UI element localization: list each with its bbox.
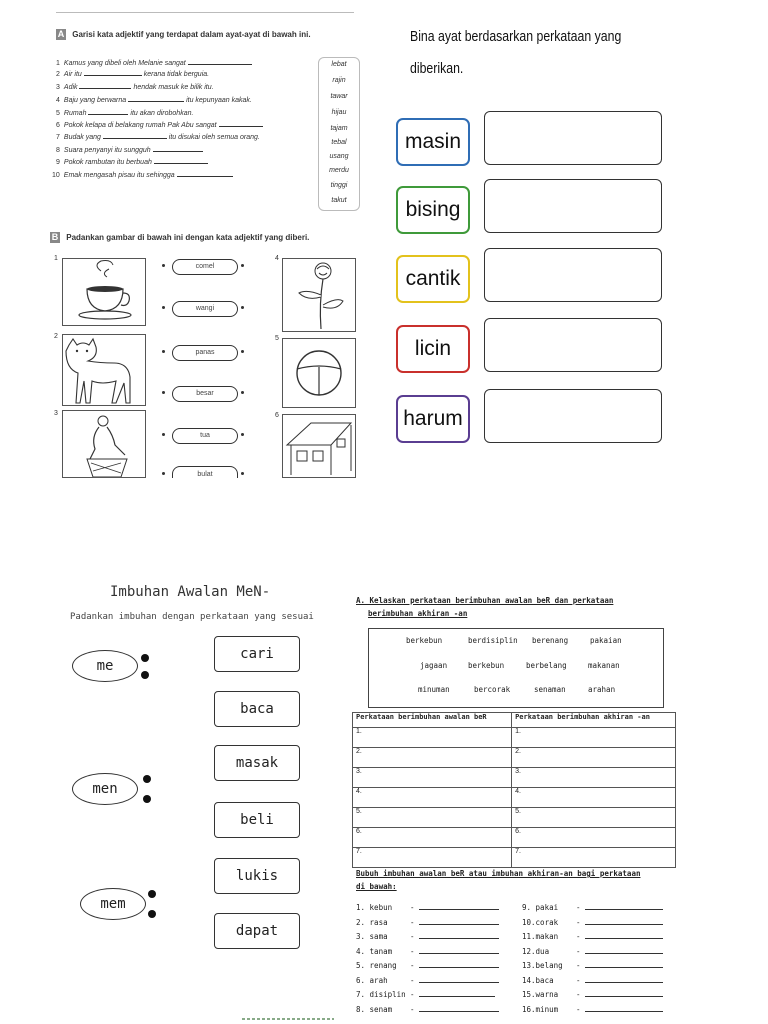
table-row[interactable]: 6. 6. [353, 828, 676, 848]
classification-table [352, 712, 676, 868]
question-item: 1. kebun - [356, 903, 499, 912]
footer-mark [242, 1018, 334, 1020]
match-dot-left[interactable] [162, 472, 165, 475]
section-a-letter: A [57, 29, 65, 39]
sentence-9: 9 Pokok rambutan itu berbuah [56, 159, 208, 166]
word-bank-item: berenang [532, 636, 569, 645]
root-word-beli[interactable]: beli [214, 802, 300, 838]
word-list-item: tebal [331, 139, 347, 146]
question-item: 2. rasa - [356, 918, 499, 927]
table-row[interactable]: 7. 7. [353, 848, 676, 868]
table-row[interactable]: 1. 1. [353, 728, 676, 748]
imbuhan-title: Imbuhan Awalan MeN- [110, 584, 271, 600]
sentence-10: 10 Emak mengasah pisau itu sehingga [52, 172, 233, 179]
section-a-heading-2: berimbuhan akhiran -an [368, 609, 468, 618]
word-list-item: usang [329, 153, 349, 160]
root-word-masak[interactable]: masak [214, 745, 300, 781]
adjective-pill-besar[interactable]: besar [172, 386, 238, 402]
adjective-pill-wangi[interactable]: wangi [172, 301, 238, 317]
picture-coffee-cup [62, 258, 146, 326]
question-item: 8. senam - [356, 1005, 499, 1014]
word-list-item: tawar [330, 93, 348, 100]
adjective-pill-panas[interactable]: panas [172, 345, 238, 361]
sentence-4: 4 Baju yang berwarna itu kepunyaan kakak. [56, 97, 252, 104]
sentence-8: 8 Suara penyanyi itu sungguh [56, 147, 203, 154]
prefix-oval-mem: mem [80, 888, 146, 920]
table-row[interactable]: 3. 3. [353, 768, 676, 788]
section-b-heading-2: di bawah: [356, 882, 397, 891]
word-box-bising: bising [396, 186, 470, 234]
sentence-answer-box[interactable] [484, 318, 662, 372]
question-item: 15.warna - [522, 990, 663, 999]
question-item: 9. pakai - [522, 903, 663, 912]
root-word-cari[interactable]: cari [214, 636, 300, 672]
word-list-item: takut [331, 197, 347, 204]
word-box-harum: harum [396, 395, 470, 443]
section-b-heading [50, 232, 309, 243]
section-a-heading: A. Kelaskan perkataan berimbuhan awalan beR dan perkataan [356, 596, 614, 605]
match-dot[interactable] [148, 890, 156, 898]
word-bank-item: makanan [588, 661, 620, 670]
word-bank-item: pakaian [590, 636, 622, 645]
table-row[interactable]: 2. 2. [353, 748, 676, 768]
word-list-item: rajin [332, 77, 346, 84]
cat-icon [63, 335, 145, 405]
match-dot-right[interactable] [241, 433, 244, 436]
match-dot-left[interactable] [162, 391, 165, 394]
prefix-oval-men: men [72, 773, 138, 805]
picture-number: 3 [54, 410, 58, 417]
picture-house [282, 414, 356, 478]
picture-old-man [62, 410, 146, 478]
section-b-instruction: Padankan gambar di bawah ini dengan kata adjektif yang diberi. [66, 233, 310, 242]
word-bank-item: arahan [588, 685, 616, 694]
picture-cat [62, 334, 146, 406]
word-list-item: hijau [331, 109, 347, 116]
imbuhan-subtitle: Padankan imbuhan dengan perkataan yang sesuai [70, 612, 314, 622]
table-row[interactable]: 5. 5. [353, 808, 676, 828]
match-dot[interactable] [141, 654, 149, 662]
root-word-baca[interactable]: baca [214, 691, 300, 727]
picture-number: 2 [54, 333, 58, 340]
sentence-5: 5 Rumah itu akan dirobohkan. [56, 110, 194, 117]
ball-icon [283, 339, 355, 407]
picture-rose [282, 258, 356, 332]
adjective-pill-tua[interactable]: tua [172, 428, 238, 444]
match-dot-right[interactable] [241, 472, 244, 475]
question-item: 14.baca - [522, 976, 663, 985]
word-box-masin: masin [396, 118, 470, 166]
sentence-answer-box[interactable] [484, 111, 662, 165]
table-header-an: Perkataan berimbuhan akhiran -an [512, 713, 676, 728]
word-bank-item: berbelang [526, 661, 567, 670]
sentence-3: 3 Adik hendak masuk ke bilik itu. [56, 84, 214, 91]
picture-number: 4 [275, 255, 279, 262]
match-dot-left[interactable] [162, 433, 165, 436]
sentence-answer-box[interactable] [484, 179, 662, 233]
section-a-instruction: Garisi kata adjektif yang terdapat dalam ayat-ayat di bawah ini. [72, 30, 311, 39]
match-dot[interactable] [143, 775, 151, 783]
word-list-item: tinggi [330, 182, 348, 189]
match-dot-right[interactable] [241, 264, 244, 267]
match-dot-left[interactable] [162, 350, 165, 353]
sentence-7: 7 Budak yang itu disukai oleh semua orang. [56, 134, 260, 141]
house-icon [283, 415, 355, 477]
question-item: 10.corak - [522, 918, 663, 927]
table-row[interactable]: 4. 4. [353, 788, 676, 808]
word-bank-item: berdisiplin [468, 636, 518, 645]
picture-number: 5 [275, 335, 279, 342]
section-b-letter: B [51, 232, 59, 242]
word-bank-item: berkebun [406, 636, 443, 645]
bina-ayat-title-2: diberikan. [410, 60, 464, 77]
match-dot-left[interactable] [162, 306, 165, 309]
word-bank-item: berkebun [468, 661, 505, 670]
match-dot-right[interactable] [241, 306, 244, 309]
question-item: 13.belang - [522, 961, 663, 970]
sentence-6: 6 Pokok kelapa di belakang rumah Pak Abu sangat [56, 122, 263, 129]
word-bank-item: jagaan [420, 661, 448, 670]
word-bank-item: senaman [534, 685, 566, 694]
match-dot[interactable] [143, 795, 151, 803]
sentence-2: 2 Air itu kerana tidak berguia. [56, 71, 210, 78]
question-item: 3. sama - [356, 932, 499, 941]
top-rule [56, 12, 354, 13]
prefix-oval-me: me [72, 650, 138, 682]
section-b-heading: Bubuh imbuhan awalan beR atau imbuhan akhiran-an bagi perkataan [356, 869, 641, 878]
match-dot-right[interactable] [241, 391, 244, 394]
question-item: 4. tanam - [356, 947, 499, 956]
word-list-item: tajam [330, 125, 348, 132]
adjective-pill-bulat[interactable]: bulat [172, 466, 238, 478]
match-dot-left[interactable] [162, 264, 165, 267]
adjective-word-list [318, 57, 360, 211]
bina-ayat-title: Bina ayat berdasarkan perkataan yang [410, 28, 622, 45]
question-item: 11.makan - [522, 932, 663, 941]
word-list-item: lebat [331, 61, 347, 68]
picture-ball [282, 338, 356, 408]
root-word-lukis[interactable]: lukis [214, 858, 300, 894]
section-a-heading [56, 29, 311, 40]
question-item: 12.dua - [522, 947, 663, 956]
word-box-licin: licin [396, 325, 470, 373]
old-man-icon [63, 411, 145, 477]
match-dot[interactable] [141, 671, 149, 679]
rose-icon [283, 259, 355, 331]
word-bank-item: minuman [418, 685, 450, 694]
adjective-pill-comel[interactable]: comel [172, 259, 238, 275]
question-item: 7. disiplin - [356, 990, 495, 999]
question-item: 16.minum - [522, 1005, 663, 1014]
table-header-ber: Perkataan berimbuhan awalan beR [353, 713, 512, 728]
match-dot[interactable] [148, 910, 156, 918]
picture-number: 6 [275, 412, 279, 419]
word-bank-item: bercorak [474, 685, 511, 694]
coffee-cup-icon [63, 259, 145, 325]
root-word-dapat[interactable]: dapat [214, 913, 300, 949]
word-list-item: merdu [329, 167, 349, 174]
question-item: 5. renang - [356, 961, 499, 970]
question-item: 6. arah - [356, 976, 499, 985]
sentence-answer-box[interactable] [484, 389, 662, 443]
picture-number: 1 [54, 255, 58, 262]
sentence-answer-box[interactable] [484, 248, 662, 302]
word-box-cantik: cantik [396, 255, 470, 303]
match-dot-right[interactable] [241, 350, 244, 353]
sentence-1: 1 Kamus yang dibeli oleh Melanie sangat [56, 60, 252, 67]
